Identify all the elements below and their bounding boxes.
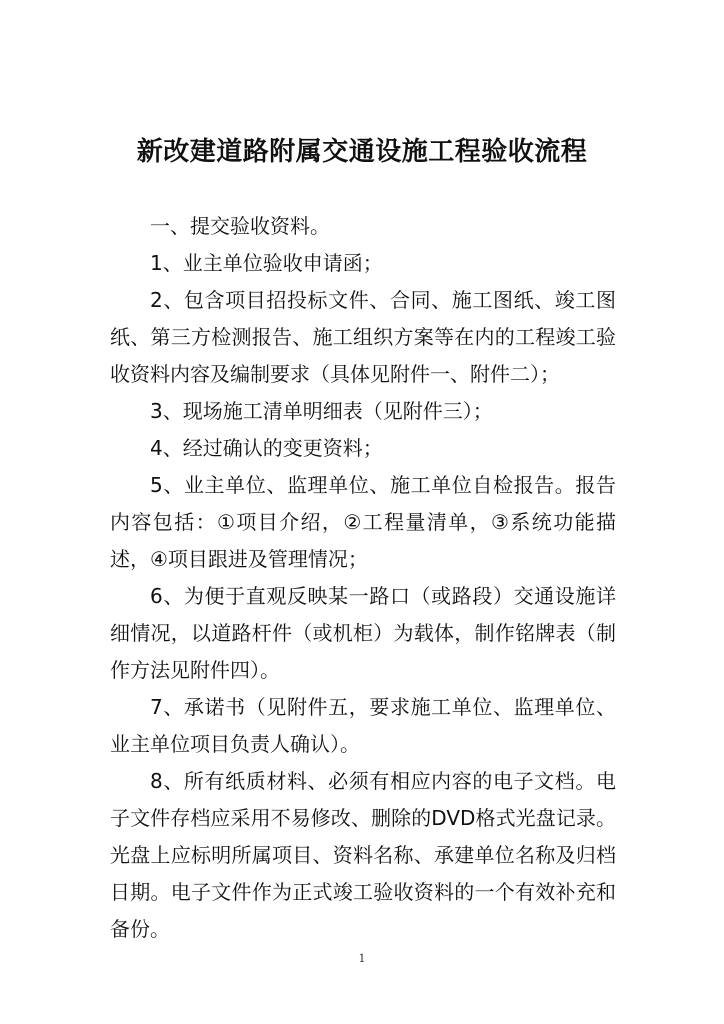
page-number: 1 <box>358 952 366 965</box>
list-item: 8、所有纸质材料、必须有相应内容的电子文档。电子文件存档应采用不易修改、删除的DVD格式光盘记录。光盘上应标明所属项目、资料名称、承建单位名称及归档日期。电子文件作为正式竣工验收资料的一个有效补充和备份。 <box>110 769 616 941</box>
list-item: 5、业主单位、监理单位、施工单位自检报告。报告内容包括：①项目介绍，②工程量清单，③系统功能描述，④项目跟进及管理情况； <box>110 473 616 571</box>
list-item: 6、为便于直观反映某一路口（或路段）交通设施详细情况，以道路杆件（或机柜）为载体，制作铭牌表（制作方法见附件四）。 <box>110 584 616 682</box>
list-item: 3、现场施工清单明细表（见附件三）； <box>150 399 493 423</box>
list-item: 7、承诺书（见附件五，要求施工单位、监理单位、业主单位项目负责人确认）。 <box>110 695 616 756</box>
document-title: 新改建道路附属交通设施工程验收流程 <box>136 137 588 167</box>
section-heading: 一、提交验收资料。 <box>150 214 330 238</box>
list-item: 2、包含项目招投标文件、合同、施工图纸、竣工图纸、第三方检测报告、施工组织方案等在内的工程竣工验收资料内容及编制要求（具体见附件一、附件二）； <box>110 288 616 386</box>
document-body <box>110 208 616 948</box>
list-item: 1、业主单位验收申请函； <box>150 251 383 275</box>
list-item: 4、经过确认的变更资料； <box>150 436 383 460</box>
